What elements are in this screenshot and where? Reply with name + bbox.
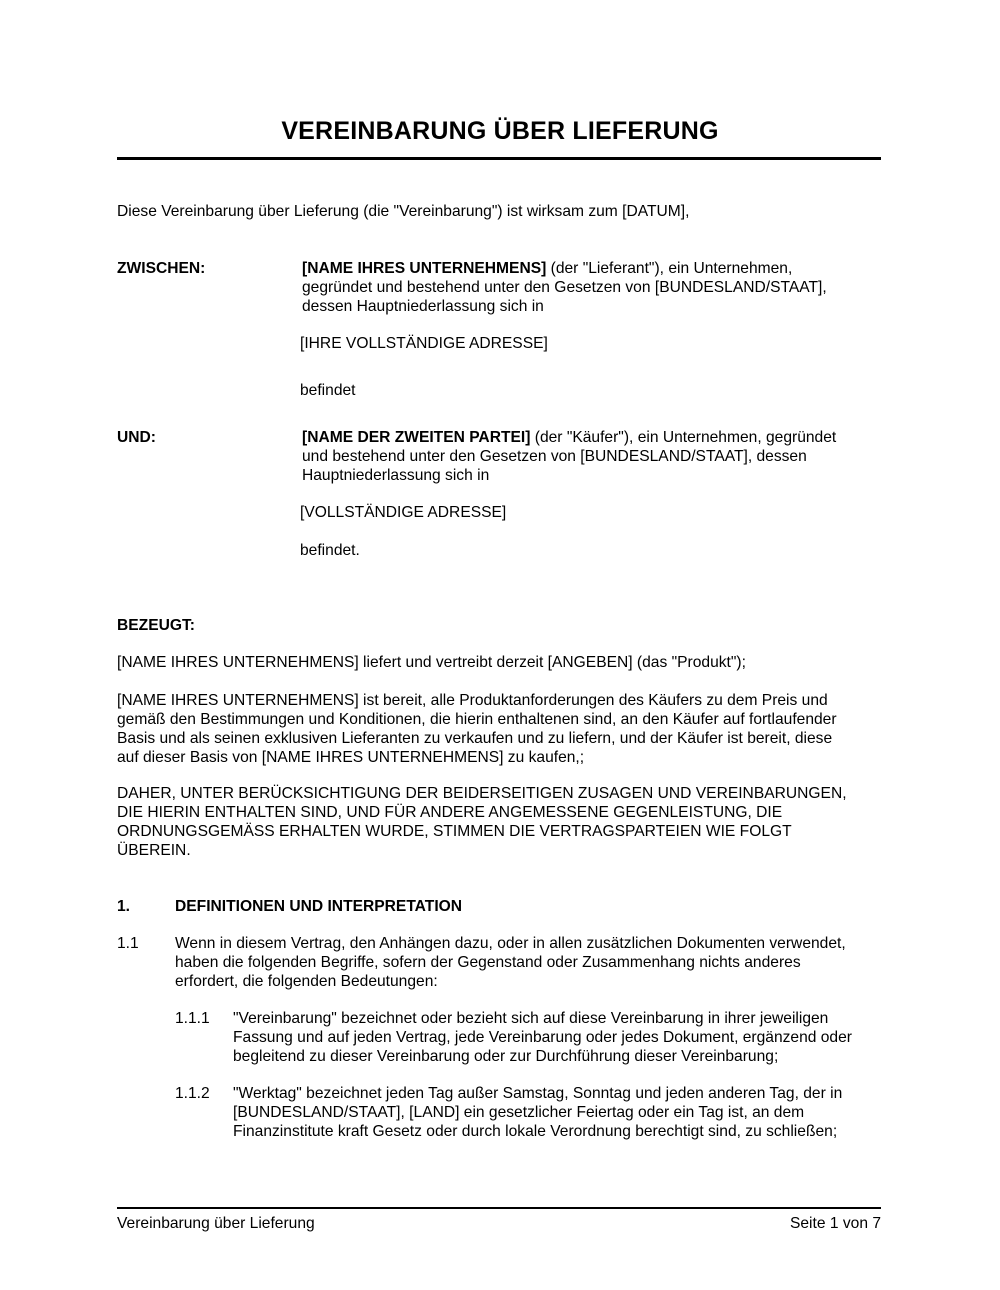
party-second-desc2: und bestehend unter den Gesetzen von [BUNDESLAND/STAAT], dessen	[302, 448, 807, 465]
party-second-name: [NAME DER ZWEITEN PARTEI]	[302, 429, 531, 446]
title-divider	[117, 157, 881, 160]
party-first-line1	[302, 259, 882, 278]
clause-1-1-1-line: begleitend zu dieser Vereinbarung oder zur Durchführung dieser Vereinbarung;	[233, 1048, 779, 1065]
clause-1-1-1-text	[233, 1009, 898, 1066]
clause-1-1-2-text	[233, 1084, 898, 1141]
witness-paragraph-1: [NAME IHRES UNTERNEHMENS] liefert und vertreibt derzeit [ANGEBEN] (das "Produkt");	[117, 654, 746, 671]
intro-paragraph: Diese Vereinbarung über Lieferung (die "Vereinbarung") ist wirksam zum [DATUM],	[117, 203, 690, 220]
party-first-desc2: gegründet und bestehend unter den Gesetzen von [BUNDESLAND/STAAT],	[302, 279, 827, 296]
clause-1-1-2-number: 1.1.2	[175, 1085, 210, 1102]
witness-p2-line: Basis und als seinen exklusiven Lieferanten zu verkaufen und zu liefern, und der Käufer ist bereit, diese	[117, 730, 833, 747]
clause-1-1-2-line: [BUNDESLAND/STAAT], [LAND] ein gesetzlicher Feiertag oder ein Tag ist, an dem	[233, 1104, 805, 1121]
document-title: VEREINBARUNG ÜBER LIEFERUNG	[281, 117, 719, 145]
party-first-name: [NAME IHRES UNTERNEHMENS]	[302, 260, 547, 277]
witness-heading: BEZEUGT:	[117, 617, 195, 634]
clause-1-1-2-line: Finanzinstitute kraft Gesetz oder durch lokale Verordnung berechtigt sind, zu schließen;	[233, 1123, 838, 1140]
party-label-second: UND:	[117, 429, 156, 446]
clause-1-1-line: erfordert, die folgenden Bedeutungen:	[175, 973, 438, 990]
party-first-closing: befindet	[300, 382, 356, 399]
party-first-description	[302, 259, 882, 316]
witness-p2-line: auf dieser Basis von [NAME IHRES UNTERNEHMENS] zu kaufen,;	[117, 749, 585, 766]
witness-p3-line: DIE HIERIN ENTHALTEN SIND, UND FÜR ANDERE ANGEMESSENE GEGENLEISTUNG, DIE	[117, 804, 783, 821]
clause-1-1-line: haben die folgenden Begriffe, sofern der Gegenstand oder Zusammenhang nichts anderes	[175, 954, 801, 971]
section-1-number: 1.	[117, 898, 131, 915]
clause-1-1-text	[175, 934, 895, 991]
clause-1-1-2-line: "Werktag" bezeichnet jeden Tag außer Samstag, Sonntag und jeden anderen Tag, der in	[233, 1085, 843, 1102]
witness-p2-line: [NAME IHRES UNTERNEHMENS] ist bereit, alle Produktanforderungen des Käufers zu dem Preis und	[117, 692, 828, 709]
footer-divider	[117, 1207, 881, 1209]
party-first-desc3: dessen Hauptniederlassung sich in	[302, 298, 544, 315]
clause-1-1-number: 1.1	[117, 935, 139, 952]
party-first-desc1: (der "Lieferant"), ein Unternehmen,	[546, 260, 793, 277]
witness-p3-line: DAHER, UNTER BERÜCKSICHTIGUNG DER BEIDERSEITIGEN ZUSAGEN UND VEREINBARUNGEN,	[117, 785, 847, 802]
witness-paragraph-3	[117, 784, 897, 860]
party-first-address: [IHRE VOLLSTÄNDIGE ADRESSE]	[300, 335, 548, 352]
party-second-line1	[302, 428, 882, 447]
clause-1-1-1-line: Fassung und auf jeden Vertrag, jede Vereinbarung oder jedes Dokument, ergänzend oder	[233, 1029, 852, 1046]
section-1-heading: DEFINITIONEN UND INTERPRETATION	[175, 898, 463, 915]
witness-p2-line: gemäß den Bestimmungen und Konditionen, die hierin enthaltenen sind, an den Käufer auf fortlaufender	[117, 711, 837, 728]
party-second-description	[302, 428, 882, 485]
party-label-first: ZWISCHEN:	[117, 260, 206, 277]
witness-p3-line: ÜBEREIN.	[117, 842, 191, 859]
party-second-closing: befindet.	[300, 542, 360, 559]
party-second-desc3: Hauptniederlassung sich in	[302, 467, 490, 484]
party-second-address: [VOLLSTÄNDIGE ADRESSE]	[300, 504, 507, 521]
witness-p3-line: ORDNUNGSGEMÄSS ERHALTEN WURDE, STIMMEN DIE VERTRAGSPARTEIEN WIE FOLGT	[117, 823, 792, 840]
clause-1-1-1-number: 1.1.1	[175, 1010, 210, 1027]
clause-1-1-1-line: "Vereinbarung" bezeichnet oder bezieht sich auf diese Vereinbarung in ihrer jeweiligen	[233, 1010, 829, 1027]
party-second-desc1: (der "Käufer"), ein Unternehmen, gegründet	[530, 429, 837, 446]
footer-document-name: Vereinbarung über Lieferung	[117, 1215, 315, 1232]
clause-1-1-line: Wenn in diesem Vertrag, den Anhängen dazu, oder in allen zusätzlichen Dokumenten verwendet,	[175, 935, 846, 952]
footer-page-number: Seite 1 von 7	[789, 1215, 881, 1232]
witness-paragraph-2	[117, 691, 897, 767]
